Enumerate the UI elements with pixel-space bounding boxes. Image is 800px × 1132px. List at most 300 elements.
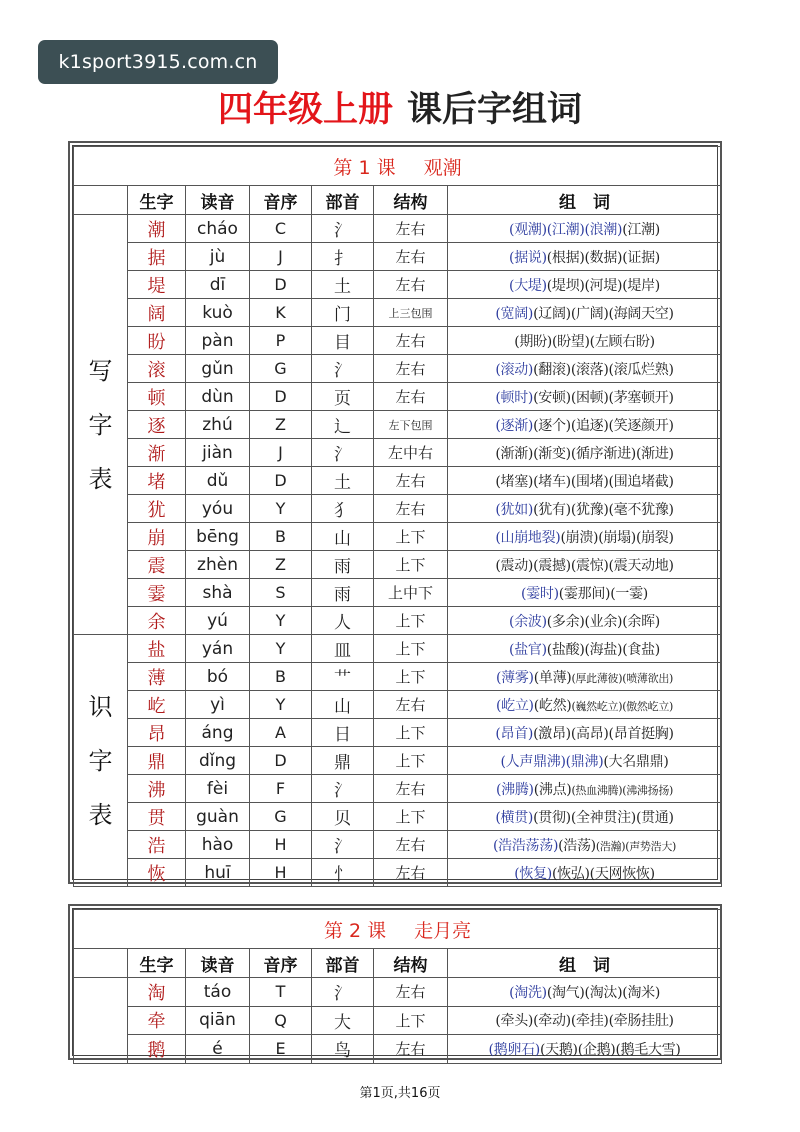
- character-cell: 昂: [128, 719, 186, 747]
- word-item: (淘气): [546, 984, 585, 1001]
- column-header: 读音: [186, 186, 250, 215]
- initial-letter-cell: C: [250, 215, 312, 243]
- word-item: (企鹅): [577, 1041, 616, 1058]
- pinyin-cell: kuò: [186, 299, 250, 327]
- structure-cell: 上三包围: [374, 299, 448, 327]
- word-item: (困顿): [570, 389, 609, 406]
- lesson-name: 走月亮: [414, 919, 472, 942]
- structure-cell: 上下: [374, 747, 448, 775]
- character-cell: 屹: [128, 691, 186, 719]
- radical-cell: 氵: [312, 978, 374, 1007]
- section-label-char: 表: [88, 800, 113, 829]
- word-item: (声势浩大): [625, 839, 677, 853]
- table-row: [74, 859, 722, 887]
- word-item: (海阔天空): [608, 305, 674, 322]
- character-cell: 盼: [128, 327, 186, 355]
- word-item: (牵头): [495, 1013, 534, 1030]
- character-cell: 霎: [128, 579, 186, 607]
- lesson-name: 观潮: [423, 156, 462, 179]
- pinyin-cell: é: [186, 1035, 250, 1064]
- table-row: [74, 719, 722, 747]
- pinyin-cell: hào: [186, 831, 250, 859]
- pinyin-cell: bēng: [186, 523, 250, 551]
- word-item: (浪潮): [584, 221, 623, 238]
- character-cell: 薄: [128, 663, 186, 691]
- lesson-title: [74, 910, 722, 949]
- word-list-cell: [448, 383, 722, 411]
- radical-cell: 土: [312, 467, 374, 495]
- word-item: (单薄): [533, 669, 572, 686]
- header-blank: [74, 186, 128, 215]
- word-item: (淘汰): [584, 984, 623, 1001]
- word-list-cell: [448, 523, 722, 551]
- column-header: 生字: [128, 186, 186, 215]
- word-item: (笑逐颜开): [608, 417, 674, 434]
- character-cell: 贯: [128, 803, 186, 831]
- word-item: (毫不犹豫): [608, 501, 674, 518]
- pinyin-cell: jù: [186, 243, 250, 271]
- structure-cell: 上下: [374, 551, 448, 579]
- structure-cell: 左下包围: [374, 411, 448, 439]
- structure-cell: 左右: [374, 859, 448, 887]
- character-cell: 恢: [128, 859, 186, 887]
- table-row: [74, 635, 722, 663]
- initial-letter-cell: P: [250, 327, 312, 355]
- column-header: 组 词: [448, 186, 722, 215]
- word-item: (宽阔): [495, 305, 534, 322]
- word-item: (震动): [495, 557, 534, 574]
- pinyin-cell: gǔn: [186, 355, 250, 383]
- radical-cell: 门: [312, 299, 374, 327]
- word-item: (浩浩荡荡): [492, 837, 559, 854]
- column-header: 音序: [250, 949, 312, 978]
- column-header: 结构: [374, 186, 448, 215]
- column-header: 部首: [312, 949, 374, 978]
- section-label-char: 表: [88, 464, 113, 493]
- pinyin-cell: jiàn: [186, 439, 250, 467]
- word-item: (茅塞顿开): [608, 389, 674, 406]
- word-item: (辽阔): [533, 305, 571, 322]
- pinyin-cell: zhú: [186, 411, 250, 439]
- word-item: (牵肠挂肚): [608, 1013, 674, 1030]
- initial-letter-cell: G: [250, 355, 312, 383]
- word-list-cell: [448, 243, 722, 271]
- radical-cell: 氵: [312, 831, 374, 859]
- table-row: [74, 775, 722, 803]
- structure-cell: 左右: [374, 775, 448, 803]
- initial-letter-cell: Y: [250, 691, 312, 719]
- initial-letter-cell: B: [250, 663, 312, 691]
- word-item: (薄雾): [495, 669, 534, 686]
- word-item: (屹立): [495, 697, 534, 714]
- pinyin-cell: pàn: [186, 327, 250, 355]
- table-row: [74, 803, 722, 831]
- word-item: (堤岸): [622, 277, 660, 294]
- word-list-cell: [448, 215, 722, 243]
- radical-cell: 山: [312, 691, 374, 719]
- word-item: (大名鼎鼎): [603, 753, 669, 770]
- word-item: (全神贯注): [570, 809, 636, 826]
- initial-letter-cell: Z: [250, 551, 312, 579]
- section-label-char: 识: [88, 692, 113, 721]
- structure-cell: 上下: [374, 663, 448, 691]
- word-list-cell: [448, 747, 722, 775]
- section-label: [74, 978, 128, 1064]
- word-item: (证据): [622, 249, 660, 266]
- lesson-1-table: [68, 141, 722, 884]
- character-cell: 阔: [128, 299, 186, 327]
- word-item: (鼎沸): [565, 753, 604, 770]
- word-item: (数据): [584, 249, 623, 266]
- radical-cell: 雨: [312, 551, 374, 579]
- table-row: [74, 383, 722, 411]
- word-list-cell: [448, 327, 722, 355]
- initial-letter-cell: H: [250, 831, 312, 859]
- column-header: 生字: [128, 949, 186, 978]
- word-item: (堵车): [533, 473, 571, 490]
- structure-cell: 上下: [374, 803, 448, 831]
- pinyin-cell: dǐng: [186, 747, 250, 775]
- initial-letter-cell: J: [250, 243, 312, 271]
- character-cell: 震: [128, 551, 186, 579]
- word-item: (沸点): [533, 781, 572, 798]
- word-item: (霎时): [521, 585, 559, 602]
- word-item: (一霎): [610, 585, 648, 602]
- word-item: (大堤): [509, 277, 547, 294]
- word-item: (牵挂): [570, 1013, 609, 1030]
- word-item: (渐变): [533, 445, 571, 462]
- lesson-title: [74, 147, 722, 186]
- header-blank: [74, 949, 128, 978]
- character-cell: 渐: [128, 439, 186, 467]
- word-list-cell: [448, 271, 722, 299]
- lesson-2-table: [68, 904, 722, 1060]
- table-row: [74, 243, 722, 271]
- pinyin-cell: dī: [186, 271, 250, 299]
- initial-letter-cell: S: [250, 579, 312, 607]
- radical-cell: 氵: [312, 215, 374, 243]
- word-item: (海盐): [584, 641, 623, 658]
- table-row: [74, 831, 722, 859]
- word-item: (犹豫): [570, 501, 609, 518]
- column-header: 组 词: [448, 949, 722, 978]
- structure-cell: 左右: [374, 831, 448, 859]
- page-title: [0, 82, 800, 132]
- pinyin-cell: fèi: [186, 775, 250, 803]
- word-item: (余晖): [622, 613, 660, 630]
- radical-cell: 人: [312, 607, 374, 635]
- structure-cell: 左右: [374, 495, 448, 523]
- radical-cell: 鸟: [312, 1035, 374, 1064]
- lesson-frame: [72, 908, 718, 1062]
- character-cell: 鹅: [128, 1035, 186, 1064]
- page-title-topic: 课后字组词: [407, 90, 583, 130]
- word-item: (天鹅): [539, 1041, 578, 1058]
- table-row: [74, 1035, 722, 1064]
- pinyin-cell: yì: [186, 691, 250, 719]
- section-label-char: 字: [88, 410, 113, 439]
- word-list-cell: [448, 1035, 722, 1064]
- word-item: (崩裂): [635, 529, 674, 546]
- character-cell: 淘: [128, 978, 186, 1007]
- word-item: (逐渐): [495, 417, 534, 434]
- word-item: (崩塌): [598, 529, 636, 546]
- radical-cell: 辶: [312, 411, 374, 439]
- section-label: [74, 635, 128, 887]
- word-item: (牵动): [533, 1013, 571, 1030]
- word-item: (霎那间): [558, 585, 611, 602]
- word-item: (震天动地): [608, 557, 674, 574]
- word-item: (浩瀚): [595, 839, 626, 853]
- word-item: (恢弘): [551, 865, 590, 882]
- word-item: (根据): [546, 249, 585, 266]
- lesson-frame: [72, 145, 718, 885]
- radical-cell: 鼎: [312, 747, 374, 775]
- word-item: (余波): [509, 613, 547, 630]
- table-row: [74, 747, 722, 775]
- word-item: (广阔): [570, 305, 609, 322]
- initial-letter-cell: Z: [250, 411, 312, 439]
- pinyin-cell: guàn: [186, 803, 250, 831]
- word-item: (傲然屹立): [622, 699, 674, 713]
- word-item: (激昂): [533, 725, 571, 742]
- word-item: (热血沸腾): [571, 783, 623, 797]
- pinyin-cell: dǔ: [186, 467, 250, 495]
- table-row: [74, 271, 722, 299]
- initial-letter-cell: H: [250, 859, 312, 887]
- radical-cell: 目: [312, 327, 374, 355]
- word-item: (山崩地裂): [495, 529, 561, 546]
- table-row: [74, 495, 722, 523]
- initial-letter-cell: K: [250, 299, 312, 327]
- table-row: [74, 978, 722, 1007]
- word-list-cell: [448, 635, 722, 663]
- word-list-cell: [448, 579, 722, 607]
- watermark-badge: k1sport3915.com.cn: [38, 40, 278, 84]
- structure-cell: 左右: [374, 355, 448, 383]
- section-label-char: 写: [88, 356, 113, 385]
- word-item: (逐个): [533, 417, 571, 434]
- pinyin-cell: huī: [186, 859, 250, 887]
- structure-cell: 上下: [374, 523, 448, 551]
- pinyin-cell: qiān: [186, 1006, 250, 1035]
- structure-cell: 左右: [374, 215, 448, 243]
- word-item: (恢复): [514, 865, 552, 882]
- initial-letter-cell: Y: [250, 635, 312, 663]
- word-list-cell: [448, 663, 722, 691]
- pinyin-cell: táo: [186, 978, 250, 1007]
- word-table: [73, 146, 722, 887]
- radical-cell: 大: [312, 1006, 374, 1035]
- initial-letter-cell: E: [250, 1035, 312, 1064]
- word-list-cell: [448, 859, 722, 887]
- radical-cell: 犭: [312, 495, 374, 523]
- column-header: 部首: [312, 186, 374, 215]
- word-item: (犹如): [495, 501, 534, 518]
- radical-cell: 日: [312, 719, 374, 747]
- radical-cell: 雨: [312, 579, 374, 607]
- radical-cell: 忄: [312, 859, 374, 887]
- table-row: [74, 215, 722, 243]
- word-item: (滚动): [495, 361, 534, 378]
- word-item: (昂首): [495, 725, 534, 742]
- character-cell: 滚: [128, 355, 186, 383]
- table-row: [74, 355, 722, 383]
- word-list-cell: [448, 411, 722, 439]
- structure-cell: 左右: [374, 243, 448, 271]
- structure-cell: 左右: [374, 271, 448, 299]
- pinyin-cell: yú: [186, 607, 250, 635]
- lesson-number: 第 2 课: [323, 919, 387, 942]
- word-item: (食盐): [622, 641, 660, 658]
- radical-cell: 土: [312, 271, 374, 299]
- table-row: [74, 327, 722, 355]
- character-cell: 盐: [128, 635, 186, 663]
- word-item: (崩溃): [560, 529, 599, 546]
- page-title-grade: 四年级上册: [217, 90, 393, 130]
- radical-cell: 贝: [312, 803, 374, 831]
- word-item: (横贯): [495, 809, 534, 826]
- initial-letter-cell: J: [250, 439, 312, 467]
- radical-cell: 氵: [312, 355, 374, 383]
- pinyin-cell: yán: [186, 635, 250, 663]
- initial-letter-cell: D: [250, 747, 312, 775]
- word-item: (左顾右盼): [589, 333, 655, 350]
- word-item: (多余): [546, 613, 585, 630]
- pinyin-cell: shà: [186, 579, 250, 607]
- character-cell: 堵: [128, 467, 186, 495]
- structure-cell: 左右: [374, 691, 448, 719]
- word-item: (观潮): [509, 221, 547, 238]
- table-row: [74, 691, 722, 719]
- word-item: (贯彻): [533, 809, 571, 826]
- character-cell: 犹: [128, 495, 186, 523]
- structure-cell: 左右: [374, 1035, 448, 1064]
- structure-cell: 左右: [374, 978, 448, 1007]
- table-row: [74, 411, 722, 439]
- page-number: 第1页,共16页: [359, 1086, 441, 1101]
- word-item: (沸沸扬扬): [622, 783, 674, 797]
- word-list-cell: [448, 299, 722, 327]
- word-item: (鹅卵石): [488, 1041, 540, 1058]
- table-row: [74, 439, 722, 467]
- word-list-cell: [448, 831, 722, 859]
- word-item: (犹有): [533, 501, 571, 518]
- pinyin-cell: bó: [186, 663, 250, 691]
- word-item: (循序渐进): [570, 445, 636, 462]
- table-row: [74, 663, 722, 691]
- word-item: (震撼): [533, 557, 571, 574]
- word-item: (据说): [509, 249, 547, 266]
- word-list-cell: [448, 803, 722, 831]
- radical-cell: 页: [312, 383, 374, 411]
- lesson-number: 第 1 课: [333, 156, 396, 179]
- word-item: (顿时): [495, 389, 534, 406]
- word-item: (鹅毛大雪): [615, 1041, 681, 1058]
- table-row: [74, 1006, 722, 1035]
- initial-letter-cell: D: [250, 271, 312, 299]
- word-list-cell: [448, 467, 722, 495]
- table-row: [74, 579, 722, 607]
- word-item: (昂首挺胸): [608, 725, 674, 742]
- word-item: (围追堵截): [608, 473, 674, 490]
- word-item: (安顿): [533, 389, 571, 406]
- word-item: (贯通): [635, 809, 674, 826]
- word-list-cell: [448, 551, 722, 579]
- radical-cell: 扌: [312, 243, 374, 271]
- word-list-cell: [448, 355, 722, 383]
- section-label-char: 字: [88, 746, 113, 775]
- initial-letter-cell: B: [250, 523, 312, 551]
- character-cell: 堤: [128, 271, 186, 299]
- character-cell: 逐: [128, 411, 186, 439]
- pinyin-cell: cháo: [186, 215, 250, 243]
- word-item: (堤坝): [546, 277, 585, 294]
- word-list-cell: [448, 691, 722, 719]
- word-item: (巍然屹立): [571, 699, 623, 713]
- pinyin-cell: yóu: [186, 495, 250, 523]
- structure-cell: 左右: [374, 467, 448, 495]
- structure-cell: 上中下: [374, 579, 448, 607]
- initial-letter-cell: F: [250, 775, 312, 803]
- word-item: (喷薄欲出): [622, 671, 674, 685]
- structure-cell: 上下: [374, 719, 448, 747]
- word-item: (浩荡): [558, 837, 596, 854]
- word-item: (追逐): [570, 417, 609, 434]
- character-cell: 余: [128, 607, 186, 635]
- word-list-cell: [448, 607, 722, 635]
- structure-cell: 上下: [374, 1006, 448, 1035]
- section-label: [74, 215, 128, 635]
- word-item: (淘米): [622, 984, 661, 1001]
- word-item: (沸腾): [495, 781, 534, 798]
- initial-letter-cell: Y: [250, 495, 312, 523]
- word-item: (屹然): [533, 697, 572, 714]
- word-item: (江潮): [622, 221, 660, 238]
- word-item: (盐官): [509, 641, 547, 658]
- word-item: (高昂): [570, 725, 609, 742]
- pinyin-cell: áng: [186, 719, 250, 747]
- radical-cell: 山: [312, 523, 374, 551]
- word-item: (期盼): [514, 333, 552, 350]
- table-row: [74, 467, 722, 495]
- table-row: [74, 607, 722, 635]
- character-cell: 顿: [128, 383, 186, 411]
- word-item: (渐渐): [495, 445, 534, 462]
- word-item: (滚瓜烂熟): [608, 361, 674, 378]
- character-cell: 崩: [128, 523, 186, 551]
- initial-letter-cell: A: [250, 719, 312, 747]
- structure-cell: 上下: [374, 607, 448, 635]
- column-header: 结构: [374, 949, 448, 978]
- word-item: (淘洗): [509, 984, 547, 1001]
- character-cell: 浩: [128, 831, 186, 859]
- word-item: (江潮): [546, 221, 585, 238]
- pinyin-cell: zhèn: [186, 551, 250, 579]
- word-item: (滚落): [570, 361, 609, 378]
- word-item: (人声鼎沸): [500, 753, 566, 770]
- initial-letter-cell: T: [250, 978, 312, 1007]
- word-list-cell: [448, 1006, 722, 1035]
- character-cell: 牵: [128, 1006, 186, 1035]
- initial-letter-cell: G: [250, 803, 312, 831]
- initial-letter-cell: Q: [250, 1006, 312, 1035]
- radical-cell: 氵: [312, 439, 374, 467]
- word-list-cell: [448, 495, 722, 523]
- initial-letter-cell: D: [250, 383, 312, 411]
- character-cell: 沸: [128, 775, 186, 803]
- pinyin-cell: dùn: [186, 383, 250, 411]
